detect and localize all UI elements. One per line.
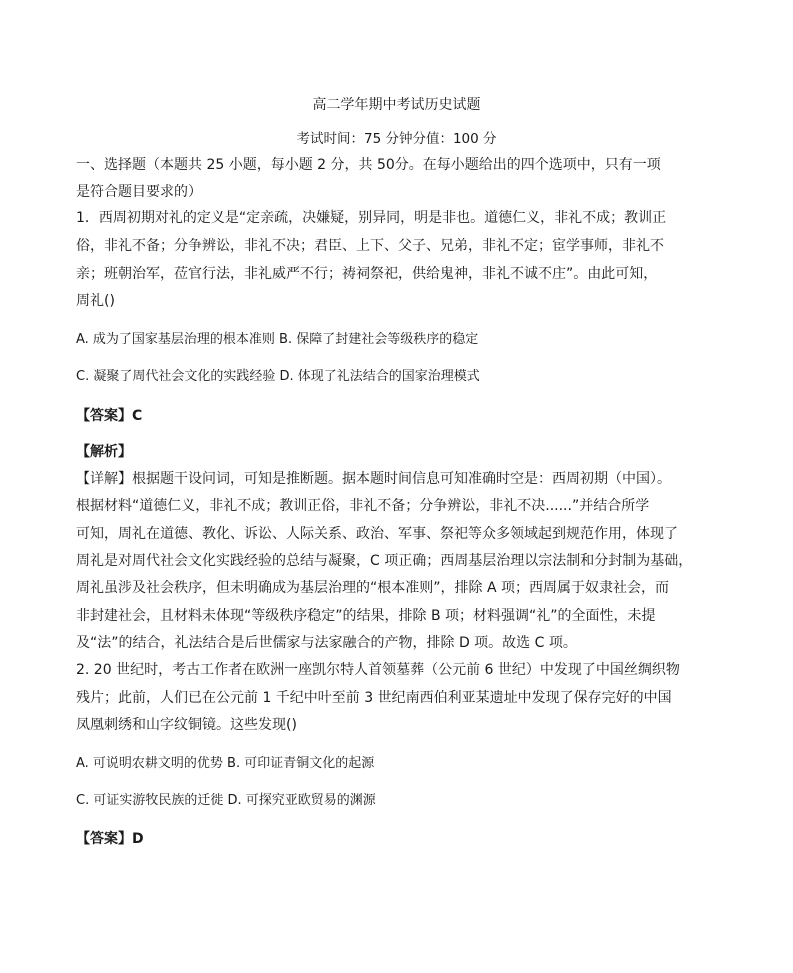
q2-options-ab: A. 可说明农耕文明的优势 B. 可印证青铜文化的起源 (76, 756, 375, 771)
q1-options-cd: C. 凝聚了周代社会文化的实践经验 D. 体现了礼法结合的国家治理模式 (76, 369, 480, 384)
q1-stem-line-3: 亲；班朝治军，莅官行法，非礼威严不行；祷祠祭祀，供给鬼神，非礼不诚不庄”。由此可知， (76, 266, 658, 282)
q1-analysis-line-4: 周礼是对周代社会文化实践经验的总结与凝聚，C 项正确；西周基层治理以宗法制和分封制为基础， (76, 553, 693, 569)
q1-analysis-line-6: 非封建社会，且材料未体现“等级秩序稳定”的结果，排除 B 项；材料强调“礼”的全面性，未提 (76, 608, 656, 624)
q1-options-ab: A. 成为了国家基层治理的根本准则 B. 保障了封建社会等级秩序的稳定 (76, 332, 479, 347)
section-instructions-line-1: 一、选择题（本题共 25 小题，每小题 2 分，共 50分。在每小题给出的四个选项中，只有一项 (76, 157, 661, 173)
q2-stem-line-1: 2. 20 世纪时，考古工作者在欧洲一座凯尔特人首领墓葬（公元前 6 世纪）中发现了中国丝绸织物 (76, 662, 680, 678)
q1-analysis-label: 【解析】 (76, 444, 132, 460)
q2-stem-line-3: 凤凰刺绣和山字纹铜镜。这些发现() (76, 717, 297, 733)
q2-options-cd: C. 可证实游牧民族的迁徙 D. 可探究亚欧贸易的渊源 (76, 793, 376, 808)
section-instructions-line-2: 是符合题目要求的） (76, 184, 202, 200)
q1-analysis-line-7: 及“法”的结合，礼法结合是后世儒家与法家融合的产物，排除 D 项。故选 C 项。 (76, 635, 577, 651)
q1-analysis-line-5: 周礼虽涉及社会秩序，但未明确成为基层治理的“根本准则”，排除 A 项；西周属于奴隶社会，而 (76, 580, 669, 596)
q1-analysis-line-2: 根据材料“道德仁义，非礼不成；教训正俗，非礼不备；分争辨讼，非礼不决......”并结合所学 (76, 498, 650, 514)
q1-stem-line-4: 周礼() (76, 293, 115, 309)
q1-stem-line-1: 1．西周初期对礼的定义是“定亲疏，决嫌疑，别异同，明是非也。道德仁义，非礼不成；教训正 (76, 210, 667, 226)
q2-answer: 【答案】D (76, 831, 144, 847)
q1-analysis-line-3: 可知，周礼在道德、教化、诉讼、人际关系、政治、军事、祭祀等众多领域起到规范作用，体现了 (76, 526, 678, 542)
exam-meta: 考试时间：75 分钟分值：100 分 (296, 131, 497, 147)
q1-analysis-line-1: 【详解】根据题干设问词，可知是推断题。据本题时间信息可知准确时空是：西周初期（中国）。 (76, 471, 671, 487)
exam-title: 高二学年期中考试历史试题 (312, 97, 481, 113)
q1-stem-line-2: 俗，非礼不备；分争辨讼，非礼不决；君臣、上下、父子、兄弟，非礼不定；宦学事师，非礼不 (76, 238, 664, 254)
q2-stem-line-2: 残片；此前，人们已在公元前 1 千纪中叶至前 3 世纪南西伯利亚某遗址中发现了保存完好的中国 (76, 690, 672, 706)
q1-answer: 【答案】C (76, 408, 143, 424)
